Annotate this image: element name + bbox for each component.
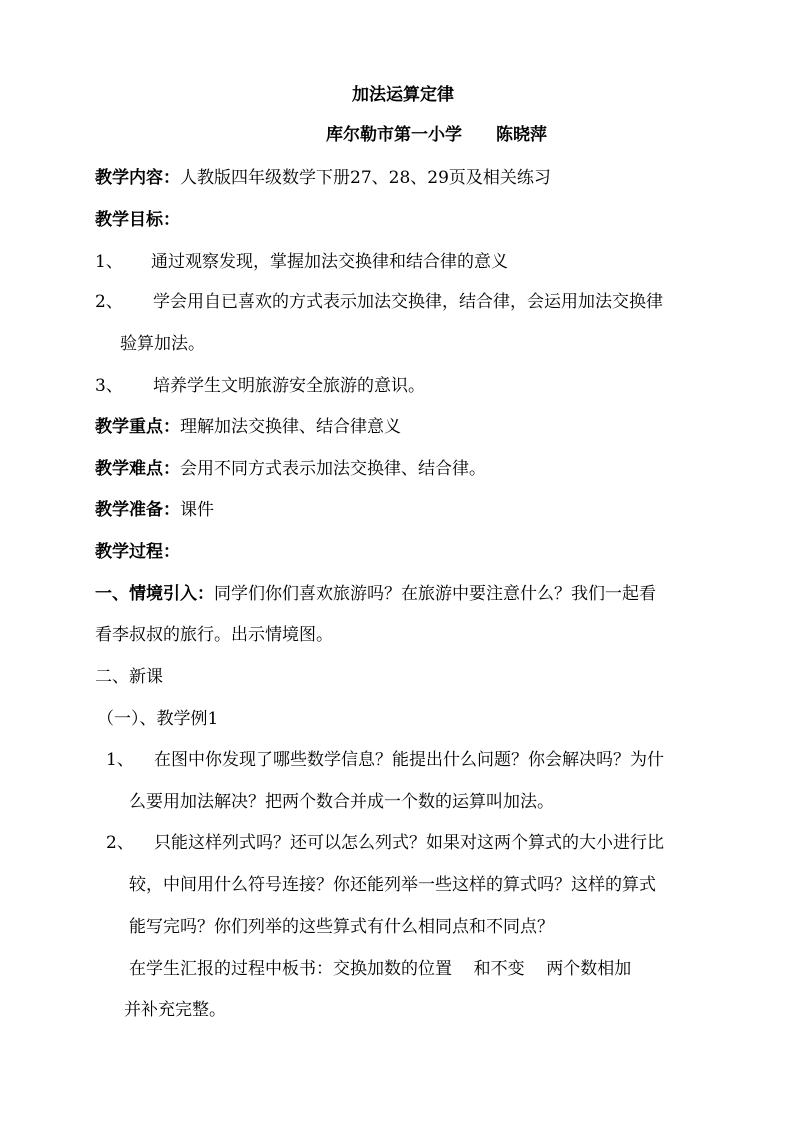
step-text: 只能这样列式吗？还可以怎么列式？如果对这两个算式的大小进行比 [154,833,664,853]
goal-text: 学会用自已喜欢的方式表示加法交换律，结合律，会运用加法交换律 [153,292,663,312]
step-2-continued: 较，中间用什么符号连接？你还能列举一些这样的算式吗？这样的算式 [129,875,656,895]
intro [95,583,656,605]
document-title: 加法运算定律 [352,85,454,105]
goals-heading: 教学目标： [95,210,180,230]
goal-number: 1、 [95,252,123,272]
example-heading: （一）、教学例1 [97,709,219,729]
process-heading: 教学过程： [95,542,180,562]
difficulty-text: 会用不同方式表示加法交换律、结合律。 [180,459,486,479]
key-point-text: 理解加法交换律、结合律意义 [180,417,401,437]
step-text: 在图中你发现了哪些数学信息？能提出什么问题？你会解决吗？为什 [154,750,664,770]
author-line [326,124,547,146]
author-name: 陈晓萍 [496,125,547,145]
teaching-content [95,167,551,189]
step-1 [106,749,664,771]
board-note: 在学生汇报的过程中板书：交换加数的位置 和不变 两个数相加 [129,959,632,979]
prep-text: 课件 [180,500,214,520]
preparation [95,499,214,521]
key-point-label: 教学重点： [95,417,180,437]
goal-number: 3、 [95,376,123,396]
board-note-continued: 并补充完整。 [124,1000,226,1020]
goal-text: 培养学生文明旅游安全旅游的意识。 [153,376,425,396]
goal-text: 通过观察发现，掌握加法交换律和结合律的意义 [151,252,508,272]
content-label: 教学内容： [95,168,180,188]
goal-item-2 [95,291,663,313]
step-2 [106,832,664,854]
intro-label: 一、情境引入： [95,584,214,604]
goal-item-3 [95,375,425,397]
step-number: 2、 [106,833,134,853]
school-name: 库尔勒市第一小学 [326,125,462,145]
new-lesson-heading: 二、新课 [95,667,163,687]
content-text: 人教版四年级数学下册27、28、29页及相关练习 [180,168,551,188]
goal-item-2-continued: 验算加法。 [120,334,205,354]
intro-text: 同学们你们喜欢旅游吗？在旅游中要注意什么？我们一起看 [214,584,656,604]
step-number: 1、 [106,750,134,770]
intro-continued: 看李叔叔的旅行。出示情境图。 [95,625,333,645]
key-point [95,416,401,438]
goal-item-1 [95,251,508,273]
goal-number: 2、 [95,292,123,312]
difficulty-label: 教学难点： [95,459,180,479]
prep-label: 教学准备： [95,500,180,520]
step-2-continued: 能写完吗？你们列举的这些算式有什么相同点和不同点？ [129,917,554,937]
step-1-continued: 么要用加法解决？把两个数合并成一个数的运算叫加法。 [129,792,554,812]
difficulty [95,458,486,480]
